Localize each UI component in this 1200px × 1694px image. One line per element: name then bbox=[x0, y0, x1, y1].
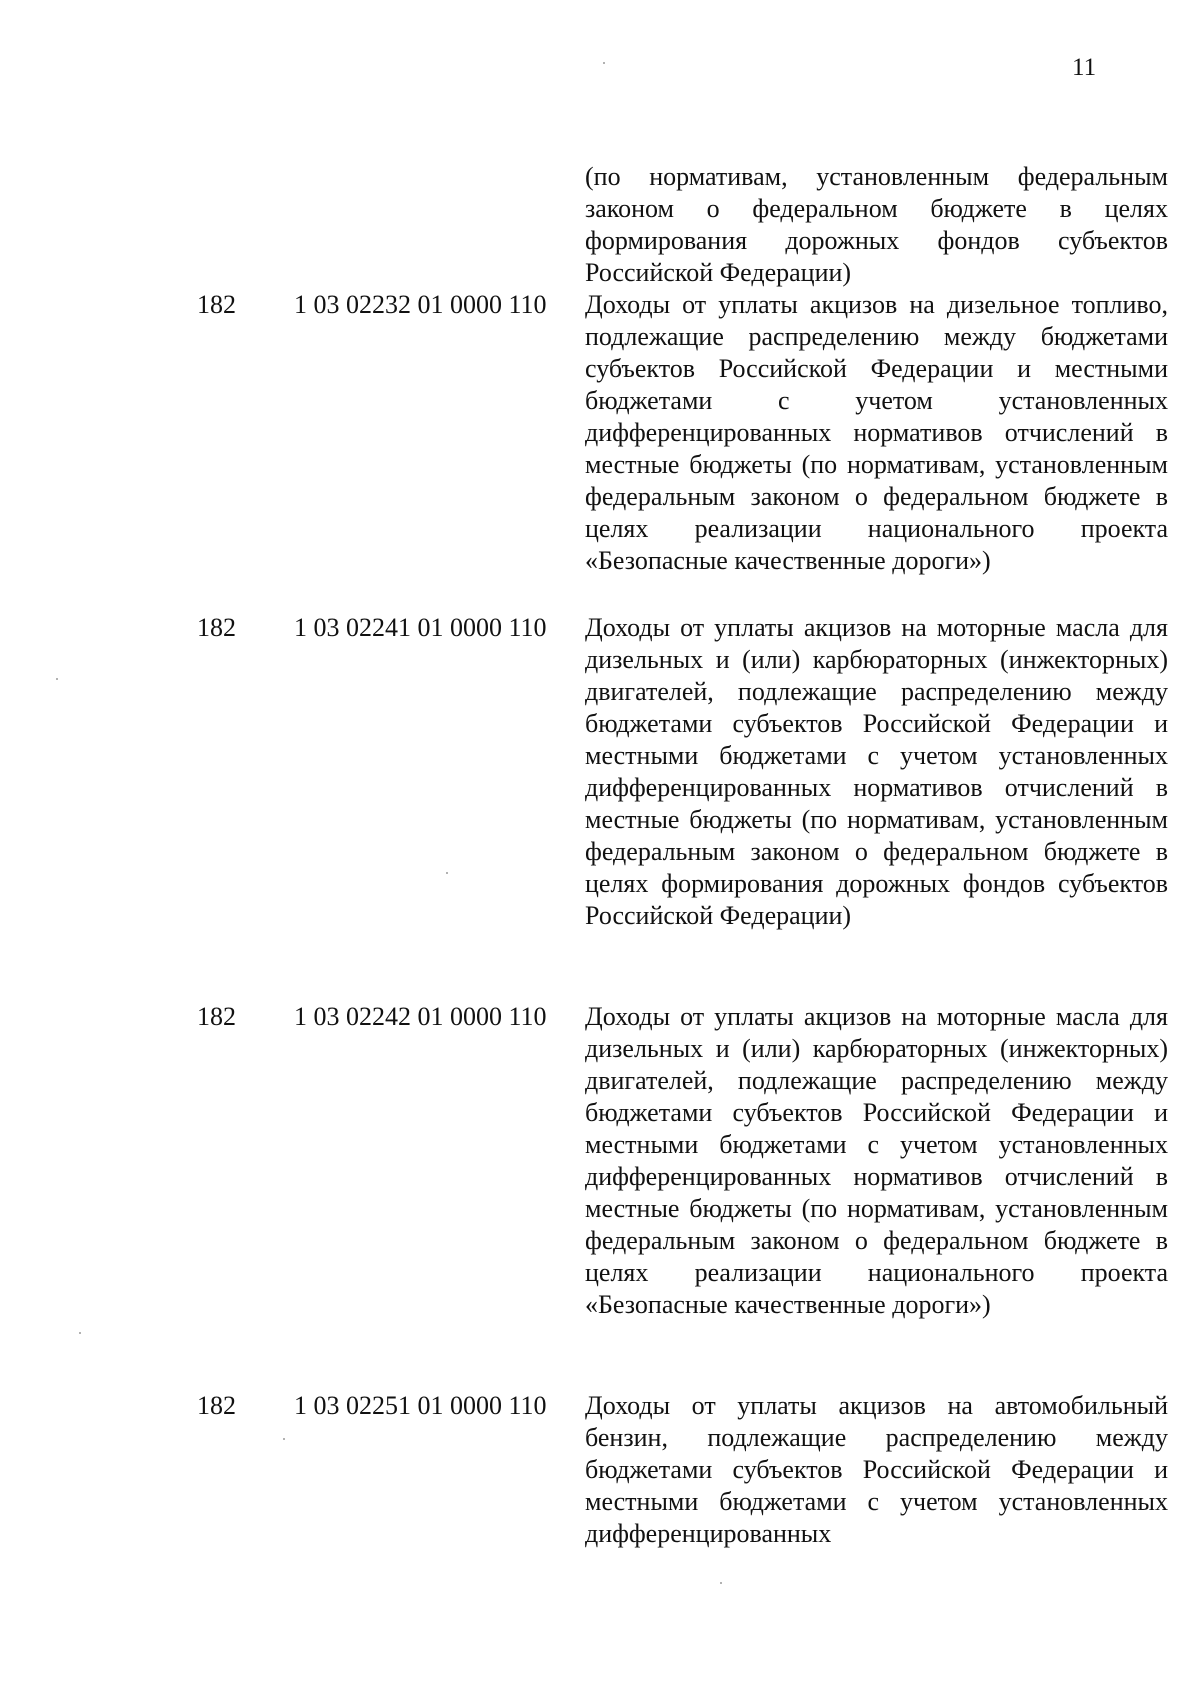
revenue-description: Доходы от уплаты акцизов на автомобильный бензин, подлежащие распределению между бюджетами субъектов Российской Федерации и местными бюджетами с учетом установленных дифференцированных bbox=[585, 1391, 1168, 1548]
scan-speck bbox=[603, 62, 605, 64]
revenue-description: Доходы от уплаты акцизов на моторные масла для дизельных и (или) карбюраторных (инжекторных) двигателей, подлежащие распределению между бюджетами субъектов Российской Федерации и местными бюджетами с учетом установленных дифференцированных нормативов отчислений в местные бюджеты (по нормативам, установленным федеральным законом о федеральном бюджете в целях реализации национального проекта «Безопасные качественные дороги») bbox=[585, 1002, 1168, 1319]
scan-speck bbox=[56, 678, 58, 680]
revenue-description: Доходы от уплаты акцизов на дизельное топливо, подлежащие распределению между бюджетами субъектов Российской Федерации и местными бюджетами с учетом установленных дифференцированных нормативов отчислений в местные бюджеты (по нормативам, установленным федеральным законом о федеральном бюджете в целях реализации национального проекта «Безопасные качественные дороги») bbox=[585, 290, 1168, 575]
continuation-text: (по нормативам, установленным федеральным законом о федеральном бюджете в целях формирования дорожных фондов субъектов Российской Федерации) bbox=[585, 162, 1168, 287]
budget-classification-code: 1 03 02251 01 0000 110 bbox=[294, 1391, 547, 1420]
admin-code: 182 bbox=[197, 613, 236, 642]
admin-code: 182 bbox=[197, 290, 236, 319]
budget-classification-code: 1 03 02242 01 0000 110 bbox=[294, 1002, 547, 1031]
scan-speck bbox=[283, 1438, 285, 1440]
scan-speck bbox=[720, 1582, 722, 1584]
scan-speck bbox=[446, 872, 448, 874]
admin-code: 182 bbox=[197, 1391, 236, 1420]
budget-classification-code: 1 03 02232 01 0000 110 bbox=[294, 290, 547, 319]
revenue-description: Доходы от уплаты акцизов на моторные масла для дизельных и (или) карбюраторных (инжекторных) двигателей, подлежащие распределению между бюджетами субъектов Российской Федерации и местными бюджетами с учетом установленных дифференцированных нормативов отчислений в местные бюджеты (по нормативам, установленным федеральным законом о федеральном бюджете в целях формирования дорожных фондов субъектов Российской Федерации) bbox=[585, 613, 1168, 930]
scan-speck bbox=[79, 1332, 81, 1334]
page-number: 11 bbox=[1072, 54, 1097, 81]
budget-classification-code: 1 03 02241 01 0000 110 bbox=[294, 613, 547, 642]
admin-code: 182 bbox=[197, 1002, 236, 1031]
